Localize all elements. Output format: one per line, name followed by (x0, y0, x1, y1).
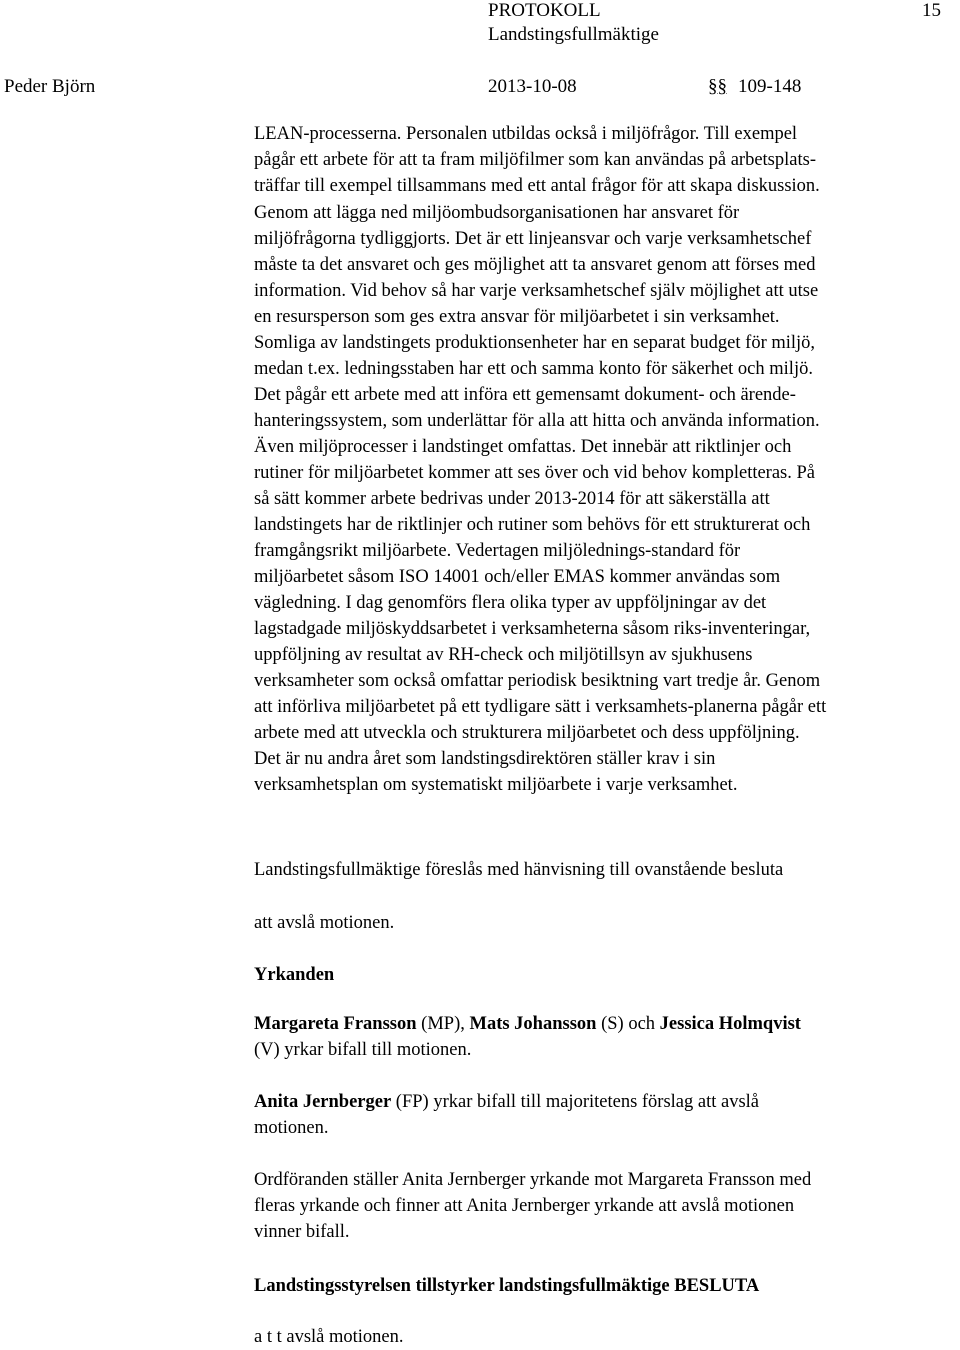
text-line: vägledning. I dag genomförs flera olika typer av uppföljningar av det (254, 593, 767, 613)
text-line: måste ta det ansvaret och ges möjlighet att ta ansvaret genom att förses med (254, 255, 816, 275)
text-line: verksamhetsplan om systematiskt miljöarbete i varje verksamhet. (254, 775, 738, 795)
board-decision: a t t avslå motionen. (254, 1327, 404, 1347)
text-line (254, 1089, 759, 1115)
claims-heading: Yrkanden (254, 965, 335, 985)
text-line: att införliva miljöarbetet på ett tydligare sätt i verksamhets-planerna pågår ett (254, 697, 827, 717)
text-line: Genom att lägga ned miljöombudsorganisationen har ansvaret för (254, 203, 740, 223)
text-line: framgångsrikt miljöarbete. Vedertagen miljölednings-standard för (254, 541, 741, 561)
board-statement-paragraph (254, 1273, 759, 1299)
meeting-date: 2013-10-08 (488, 76, 577, 97)
proposal-decision-paragraph (254, 910, 394, 936)
section-range: 109-148 (738, 76, 802, 97)
text-line: träffar till exempel tillsammans med ett antal frågor för att skapa diskussion. (254, 176, 820, 196)
board-decision-paragraph (254, 1324, 404, 1350)
text-line: lagstadgade miljöskyddsarbetet i verksamheterna såsom riks-inventeringar, (254, 619, 811, 639)
claimant-name: Mats Johansson (469, 1014, 597, 1034)
text-line: hanteringssystem, som underlättar för alla att hitta och använda information. (254, 411, 820, 431)
board-statement: Landstingsstyrelsen tillstyrker landstingsfullmäktige BESLUTA (254, 1276, 760, 1296)
text-line: motionen. (254, 1118, 329, 1138)
text-line: Ordföranden ställer Anita Jernberger yrkande mot Margareta Fransson med (254, 1170, 812, 1190)
page-number: 15 (922, 0, 941, 21)
text-line: vinner bifall. (254, 1222, 350, 1242)
text-line: fleras yrkande och finner att Anita Jernberger yrkande att avslå motionen (254, 1196, 795, 1216)
text-line: Även miljöprocesser i landstinget omfattas. Det innebär att riktlinjer och (254, 437, 792, 457)
proposal-paragraph (254, 857, 783, 883)
text-line: Somliga av landstingets produktionsenheter har en separat budget för miljö, (254, 333, 816, 353)
board-statement-line (254, 1273, 759, 1299)
text-line: pågår ett arbete för att ta fram miljöfilmer som kan användas på arbetsplats- (254, 150, 816, 170)
claims-heading-line (254, 962, 334, 988)
claimant-name: Jessica Holmqvist (659, 1014, 801, 1034)
organization-name: Landstingsfullmäktige (488, 24, 659, 45)
text-line: miljöarbetet såsom ISO 14001 och/eller EMAS kommer användas som (254, 567, 781, 587)
proposal-text: Landstingsfullmäktige föreslås med hänvisning till ovanstående besluta (254, 860, 784, 880)
claim-text: (FP) yrkar bifall till majoritetens förslag att avslå (391, 1092, 760, 1112)
text-line: landstingets har de riktlinjer och rutiner som behövs för ett strukturerat och (254, 515, 811, 535)
text-line: medan t.ex. ledningsstaben har ett och samma konto för säkerhet och miljö. (254, 359, 813, 379)
text-line: miljöfrågorna tydliggjorts. Det är ett linjeansvar och varje verksamhetschef (254, 229, 812, 249)
text-line: uppföljning av resultat av RH-check och miljötillsyn av sjukhusens (254, 645, 753, 665)
text-line: LEAN-processerna. Personalen utbildas också i miljöfrågor. Till exempel (254, 124, 798, 144)
chair-paragraph (254, 1167, 811, 1245)
text-line: verksamheter som också omfattar periodisk besiktning vart tredje år. Genom (254, 671, 821, 691)
text-line: Det är nu andra året som landstingsdirektören ställer krav i sin (254, 749, 716, 769)
text-line: en resursperson som ges extra ansvar för miljöarbetet i sin verksamhet. (254, 307, 780, 327)
intro-paragraph (254, 121, 820, 199)
claimant-party: (MP), (416, 1014, 470, 1034)
protocol-title: PROTOKOLL (488, 0, 601, 21)
claim-paragraph-1 (254, 1011, 801, 1063)
claimant-name: Anita Jernberger (254, 1092, 392, 1112)
section-symbol: §§ (708, 76, 727, 97)
main-paragraph (254, 200, 826, 798)
claimant-party: (S) och (596, 1014, 660, 1034)
text-line: så sätt kommer arbete bedrivas under 2013-2014 för att säkerställa att (254, 489, 770, 509)
text-line: arbete med att utveckla och strukturera miljöarbetet och dess uppföljning. (254, 723, 800, 743)
proposal-decision: att avslå motionen. (254, 913, 395, 933)
author-name: Peder Björn (4, 76, 96, 97)
text-line: rutiner för miljöarbetet kommer att ses över och vid behov kompletteras. På (254, 463, 816, 483)
text-line: Det pågår ett arbete med att införa ett gemensamt dokument- och ärende- (254, 385, 796, 405)
claimant-name: Margareta Fransson (254, 1014, 417, 1034)
text-line (254, 1011, 801, 1037)
text-line: information. Vid behov så har varje verksamhetschef själv möjlighet att utse (254, 281, 819, 301)
text-line: (V) yrkar bifall till motionen. (254, 1040, 472, 1060)
claim-paragraph-2 (254, 1089, 759, 1141)
claims-section (254, 962, 334, 988)
